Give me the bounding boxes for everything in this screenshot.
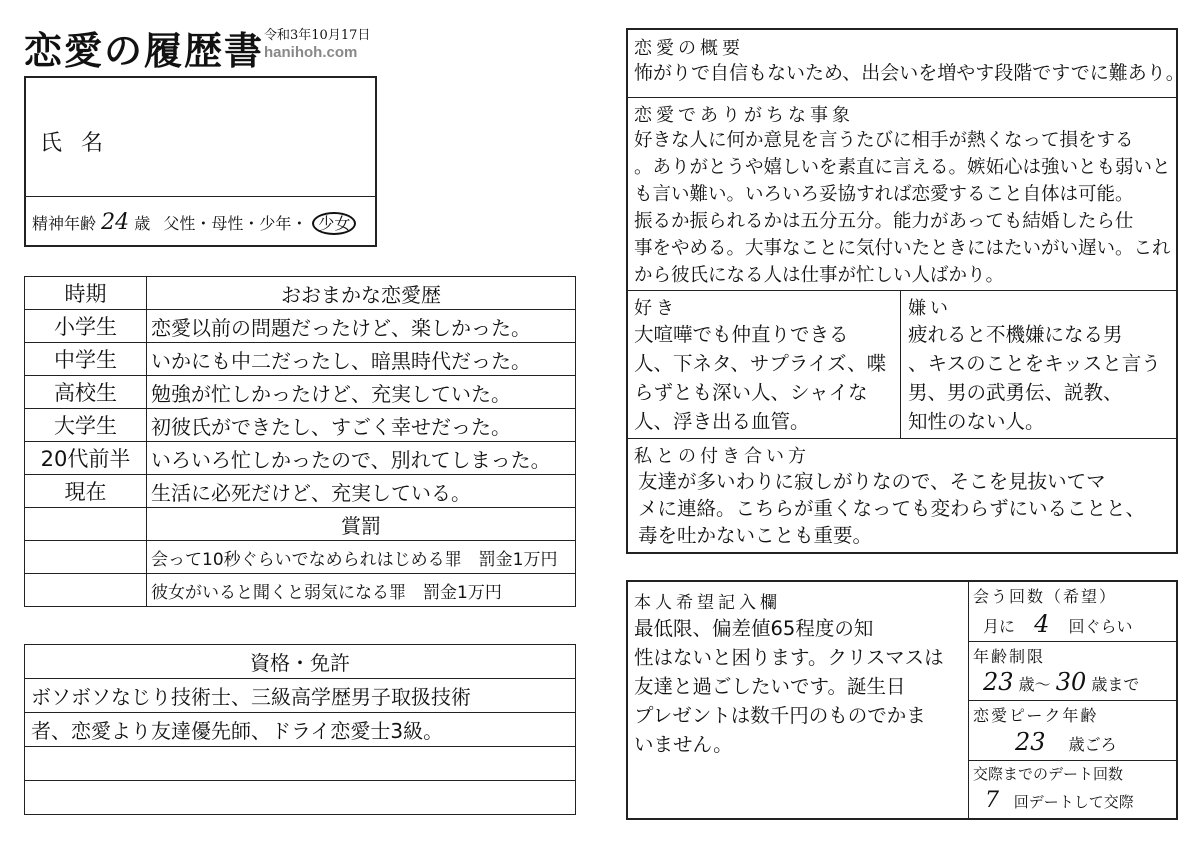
period-cell: 20代前半	[25, 442, 147, 475]
likes-line: 人、浮き出る血管。	[634, 410, 810, 433]
mental-age-unit: 歳	[134, 214, 151, 233]
events-line: も言い難い。いろいろ妥協すれば恋愛すること自体は可能。	[634, 184, 1134, 205]
wishes-line: プレゼントは数千円のものでかま	[634, 704, 926, 727]
qualification-line: ボソボソなじり技術士、三級高学歴男子取扱技術	[25, 679, 576, 713]
mental-age-label: 精神年齢	[32, 214, 97, 233]
qualification-line: 者、恋愛より友達優先師、ドライ恋愛士3級。	[25, 713, 576, 747]
dates-suffix: 回デートして交際	[1013, 793, 1134, 811]
age-limit-row	[983, 668, 1139, 696]
divider	[969, 641, 1177, 642]
events-line: 事をやめる。大事なことに気付いたときにはたいがい遅い。これ	[634, 238, 1171, 259]
history-cell: 恋愛以前の問題だったけど、楽しかった。	[147, 310, 576, 343]
wishes-line: 友達と過ごしたいです。誕生日	[634, 675, 906, 698]
dislikes-line: 、キスのことをキッスと言う	[908, 352, 1161, 375]
table-row	[25, 541, 576, 574]
wishes-label: 本人希望記入欄	[634, 593, 781, 613]
events-line: から彼氏になる人は仕事が忙しい人ばかり。	[634, 265, 1005, 286]
age-min: 23	[983, 668, 1014, 696]
divider	[628, 97, 1176, 98]
period-cell: 高校生	[25, 376, 147, 409]
table-header-row	[25, 277, 576, 310]
qualification-line	[25, 781, 576, 815]
dates-row	[985, 788, 1134, 813]
dislikes-label: 嫌い	[908, 298, 952, 319]
qualifications-header: 資格・免許	[25, 645, 576, 679]
dislikes-text	[908, 320, 1161, 436]
history-cell: いろいろ忙しかったので、別れてしまった。	[147, 442, 576, 475]
profile-box	[24, 76, 377, 247]
page-title: 恋愛の履歴書	[24, 29, 265, 73]
col-history-header: おおまかな恋愛歴	[147, 277, 576, 310]
reward-cell: 彼女がいると聞くと弱気になる罪 罰金1万円	[147, 574, 576, 607]
meet-prefix: 月に	[983, 617, 1016, 636]
likes-line: 人、下ネタ、サプライズ、喋	[634, 352, 887, 375]
dislikes-line: 知性のない人。	[908, 410, 1045, 433]
meet-label: 会う回数（希望）	[973, 587, 1118, 606]
rewards-header-row	[25, 508, 576, 541]
how-to-date-line: 友達が多いわりに寂しがりなので、そこを見抜いてマ	[638, 470, 1106, 493]
col-period-header: 時期	[25, 277, 147, 310]
selected-option: 少女	[312, 212, 356, 235]
wishes-line: 性はないと困ります。クリスマスは	[634, 646, 944, 669]
dislikes-line: 疲れると不機嫌になる男	[908, 323, 1123, 346]
likes-line: らずとも深い人、シャイな	[634, 381, 868, 404]
how-to-date-line: 毒を吐かないことも重要。	[638, 524, 873, 547]
reward-cell: 会って10秒ぐらいでなめられはじめる罪 罰金1万円	[147, 541, 576, 574]
peak-value: 23	[1015, 728, 1046, 756]
events-label: 恋愛でありがちな事象	[634, 105, 854, 126]
meet-row	[983, 610, 1133, 638]
mental-age-row	[32, 210, 356, 235]
peak-suffix: 歳ごろ	[1068, 735, 1117, 754]
age-mid: 歳～	[1018, 675, 1051, 694]
period-cell: 中学生	[25, 343, 147, 376]
peak-label: 恋愛ピーク年齢	[973, 706, 1099, 725]
empty-cell	[25, 508, 147, 541]
age-max: 30	[1055, 668, 1087, 696]
document-date: 令和3年10月17日	[264, 28, 371, 43]
overview-text: 怖がりで自信もないため、出会いを増やす段階ですでに難あり。	[634, 62, 1185, 84]
table-row	[25, 409, 576, 442]
meet-suffix: 回ぐらい	[1068, 617, 1133, 636]
mental-age-value: 24	[101, 210, 130, 235]
table-row	[25, 442, 576, 475]
table-row	[25, 376, 576, 409]
dislikes-line: 男、男の武勇伝、説教、	[908, 381, 1123, 404]
events-line: 振るか振られるかは五分五分。能力があっても結婚したら仕	[634, 211, 1134, 232]
divider	[969, 760, 1177, 761]
dates-value: 7	[985, 788, 999, 813]
history-cell: 勉強が忙しかったけど、充実していた。	[147, 376, 576, 409]
name-label: 氏 名	[40, 131, 109, 156]
table-row	[25, 475, 576, 508]
right-upper-block	[626, 28, 1185, 554]
period-cell: 現在	[25, 475, 147, 508]
how-to-date-text	[638, 468, 1145, 549]
table-row	[25, 574, 576, 607]
peak-row	[1015, 728, 1117, 756]
qualifications-table	[24, 644, 576, 815]
how-to-date-line: メに連絡。こちらが重くなっても変わらずにいることと、	[638, 497, 1146, 520]
divider	[628, 290, 1176, 291]
table-row	[25, 310, 576, 343]
events-line: 好きな人に何か意見を言うたびに相手が熱くなって損をする	[634, 130, 1134, 151]
age-suffix: 歳まで	[1091, 675, 1140, 694]
period-cell: 大学生	[25, 409, 147, 442]
wishes-text	[634, 614, 944, 759]
likes-text	[634, 320, 886, 436]
wishes-line: いません。	[634, 733, 733, 756]
name-divider	[26, 196, 375, 197]
age-limit-label: 年齢制限	[973, 647, 1046, 666]
empty-cell	[25, 541, 147, 574]
how-to-date-label: 私との付き合い方	[634, 446, 810, 467]
history-cell: 初彼氏ができたし、すごく幸せだった。	[147, 409, 576, 442]
dates-label: 交際までのデート回数	[973, 765, 1124, 783]
site-watermark: hanihoh.com	[264, 44, 358, 61]
history-cell: いかにも中二だったし、暗黒時代だった。	[147, 343, 576, 376]
events-line: 。ありがとうや嬉しいを素直に言える。嫉妬心は強いとも弱いと	[634, 157, 1171, 178]
likes-line: 大喧嘩でも仲直りできる	[634, 323, 849, 346]
right-lower-block	[626, 580, 1178, 820]
rewards-header: 賞罰	[147, 508, 576, 541]
history-cell: 生活に必死だけど、充実している。	[147, 475, 576, 508]
period-cell: 小学生	[25, 310, 147, 343]
empty-cell	[25, 574, 147, 607]
table-row	[25, 343, 576, 376]
likes-label: 好き	[634, 298, 678, 319]
meet-value: 4	[1034, 610, 1050, 638]
wishes-line: 最低限、偏差値65程度の知	[634, 617, 874, 640]
vertical-divider	[900, 290, 901, 438]
overview-label: 恋愛の概要	[634, 38, 744, 59]
gender-options: 父性・母性・少年・	[163, 214, 308, 233]
divider	[969, 700, 1177, 701]
divider	[628, 438, 1176, 439]
stats-column	[968, 582, 1177, 818]
qualification-line	[25, 747, 576, 781]
history-table	[24, 276, 576, 607]
events-text	[634, 127, 1171, 289]
